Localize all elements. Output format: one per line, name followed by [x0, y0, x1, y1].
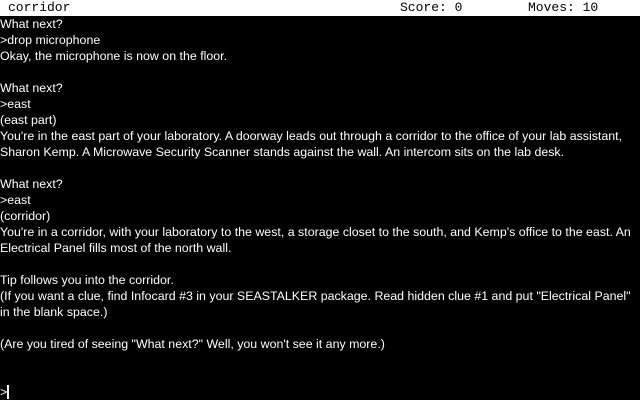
location-name: corridor	[8, 0, 71, 15]
prompt-question: What next?	[0, 177, 63, 191]
moves-display: Moves: 10	[528, 0, 599, 15]
score-display: Score: 0	[400, 0, 463, 15]
room-description: You're in a corridor, with your laboratory to the west, a storage closet to the south, and Kemp's office to the east. An Electrical Panel fills most of the north wall.	[0, 225, 631, 255]
room-name: (east part)	[0, 113, 57, 127]
room-description: You're in the east part of your laboratory. A doorway leads out through a corridor to the office of your lab assistant, Sharon Kemp. A Microwave Security Scanner stands against the wall. An intercom sits on the lab desk.	[0, 129, 623, 159]
command-input[interactable]	[0, 384, 640, 400]
player-command: >drop microphone	[0, 33, 101, 47]
status-bar	[0, 0, 640, 16]
player-command: >east	[0, 193, 31, 207]
room-name: (corridor)	[0, 209, 51, 223]
prompt-symbol: >	[0, 385, 8, 399]
player-command: >east	[0, 97, 31, 111]
game-response: (Are you tired of seeing "What next?" Well, you won't see it any more.)	[0, 337, 385, 351]
hint-text: (If you want a clue, find Infocard #3 in your SEASTALKER package. Read hidden clue #1 and put "Electrical Panel" in the blank space.)	[0, 289, 631, 319]
text-cursor	[7, 385, 9, 399]
prompt-question: What next?	[0, 81, 63, 95]
game-response: Okay, the microphone is now on the floor.	[0, 49, 228, 63]
prompt-question: What next?	[0, 17, 63, 31]
game-transcript	[0, 16, 636, 352]
game-response: Tip follows you into the corridor.	[0, 273, 174, 287]
